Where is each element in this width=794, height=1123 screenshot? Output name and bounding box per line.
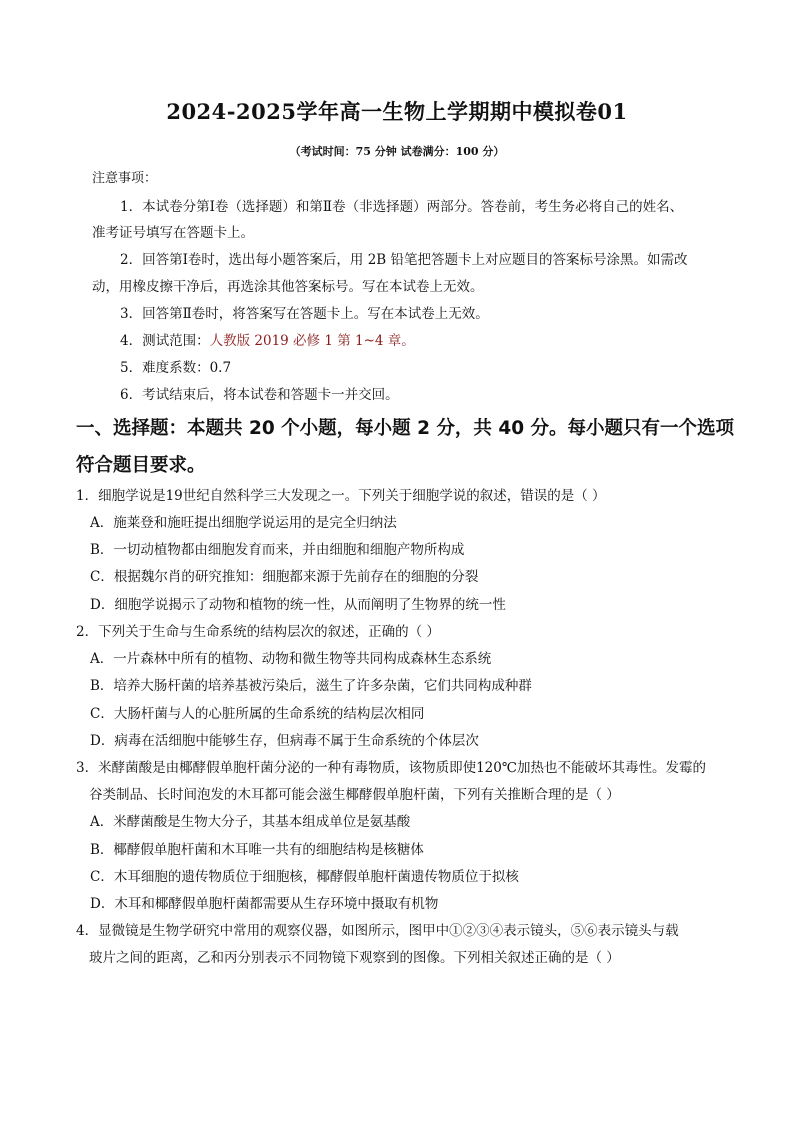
question-2-option-b: B．培养大肠杆菌的培养基被污染后，滋生了许多杂菌，它们共同构成种群 xyxy=(90,678,532,694)
exam-title: 2024-2025学年高一生物上学期期中模拟卷01 xyxy=(166,99,628,124)
question-2-option-a: A．一片森林中所有的植物、动物和微生物等共同构成森林生态系统 xyxy=(90,651,492,667)
notice-heading: 注意事项： xyxy=(92,171,158,186)
exam-subtitle: （考试时间：75 分钟 试卷满分：100 分） xyxy=(289,145,505,158)
question-2-stem: 2．下列关于生命与生命系统的结构层次的叙述，正确的（ ） xyxy=(76,624,440,640)
notice-item-1-line-2: 准考证号填写在答题卡上。 xyxy=(92,225,254,241)
section-heading-line-1: 一、选择题：本题共 20 个小题，每小题 2 分，共 40 分。每小题只有一个选项 xyxy=(76,418,735,439)
notice-item-1-line-1: 1．本试卷分第Ⅰ卷（选择题）和第Ⅱ卷（非选择题）两部分。答卷前，考生务必将自己的姓名、 xyxy=(120,199,684,215)
question-4-stem-line-2: 玻片之间的距离，乙和丙分别表示不同物镜下观察到的图像。下列相关叙述正确的是（ ） xyxy=(89,950,620,966)
question-4-stem-line-1: 4．显微镜是生物学研究中常用的观察仪器，如图所示，图甲中①②③④表示镜头，⑤⑥表示镜头与载 xyxy=(76,923,679,939)
question-1-option-a: A．施莱登和施旺提出细胞学说运用的是完全归纳法 xyxy=(90,515,397,531)
notice-item-5: 5．难度系数：0.7 xyxy=(120,360,232,376)
question-1-stem: 1．细胞学说是19世纪自然科学三大发现之一。下列关于细胞学说的叙述，错误的是（ ） xyxy=(76,488,606,504)
question-2-option-c: C．大肠杆菌与人的心脏所属的生命系统的结构层次相同 xyxy=(90,706,425,722)
question-3-option-b: B．椰酵假单胞杆菌和木耳唯一共有的细胞结构是核糖体 xyxy=(90,842,424,858)
notice-item-6: 6．考试结束后，将本试卷和答题卡一并交回。 xyxy=(120,387,399,403)
notice-item-3: 3．回答第Ⅱ卷时，将答案写在答题卡上。写在本试卷上无效。 xyxy=(120,306,489,322)
question-1-option-b: B．一切动植物都由细胞发育而来，并由细胞和细胞产物所构成 xyxy=(90,542,465,558)
question-1-option-c: C．根据魏尔肖的研究推知：细胞都来源于先前存在的细胞的分裂 xyxy=(90,569,479,585)
question-3-option-d: D．木耳和椰酵假单胞杆菌都需要从生存环境中摄取有机物 xyxy=(90,896,439,912)
notice-item-4-prefix: 4．测试范围： xyxy=(120,333,210,349)
question-2-option-d: D．病毒在活细胞中能够生存，但病毒不属于生命系统的个体层次 xyxy=(90,733,479,749)
notice-item-2-line-1: 2．回答第Ⅰ卷时，选出每小题答案后，用 2B 铅笔把答题卡上对应题目的答案标号涂黑。如需改 xyxy=(120,252,688,268)
notice-item-4-scope: 人教版 2019 必修 1 第 1~4 章。 xyxy=(209,333,415,349)
question-3-option-c: C．木耳细胞的遗传物质位于细胞核，椰酵假单胞杆菌遗传物质位于拟核 xyxy=(90,869,519,885)
question-3-stem-line-1: 3．米酵菌酸是由椰酵假单胞杆菌分泌的一种有毒物质，该物质即使120℃加热也不能破坏其毒性。发霉的 xyxy=(76,760,706,776)
notice-item-2-line-2: 动，用橡皮擦干净后，再选涂其他答案标号。写在本试卷上无效。 xyxy=(92,279,484,295)
notice-item-4 xyxy=(120,332,415,350)
question-3-stem-line-2: 谷类制品、长时间泡发的木耳都可能会滋生椰酵假单胞杆菌，下列有关推断合理的是（ ） xyxy=(89,787,620,803)
section-heading-line-2: 符合题目要求。 xyxy=(76,455,206,476)
question-1-option-d: D．细胞学说揭示了动物和植物的统一性，从而阐明了生物界的统一性 xyxy=(90,597,506,613)
question-3-option-a: A．米酵菌酸是生物大分子，其基本组成单位是氨基酸 xyxy=(90,814,411,830)
